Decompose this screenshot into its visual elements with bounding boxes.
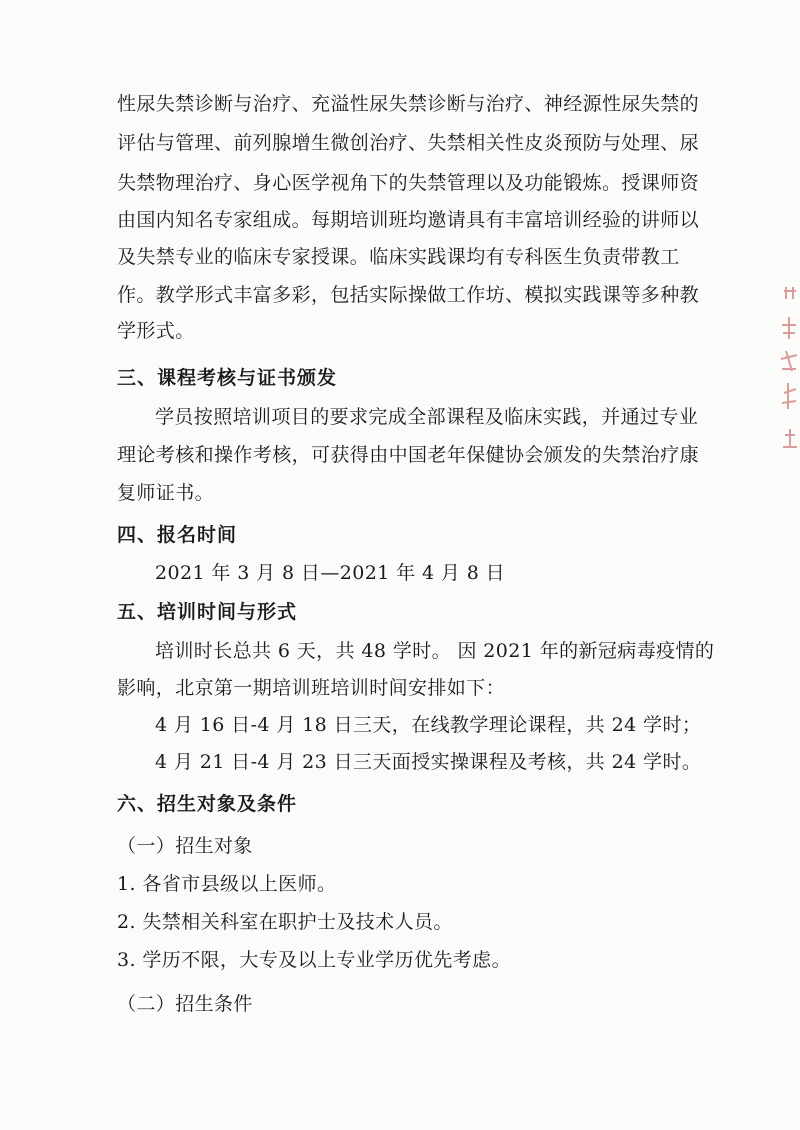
paragraph-line: 影响，北京第一期培训班培训时间安排如下： xyxy=(117,677,506,699)
paragraph-line: 性尿失禁诊断与治疗、充溢性尿失禁诊断与治疗、神经源性尿失禁的 xyxy=(117,93,700,115)
paragraph-line: 复师证书。 xyxy=(117,482,215,504)
section-heading: 六、招生对象及条件 xyxy=(117,793,298,815)
paragraph-line: 由国内知名专家组成。每期培训班均邀请具有丰富培训经验的讲师以 xyxy=(117,209,700,231)
section-heading: 五、培训时间与形式 xyxy=(117,601,298,623)
paragraph-line: 学形式。 xyxy=(117,320,195,342)
list-item: 2. 失禁相关科室在职护士及技术人员。 xyxy=(117,911,453,933)
section-heading: 三、课程考核与证书颁发 xyxy=(117,367,338,389)
schedule-item: 4 月 21 日-4 月 23 日三天面授实操课程及考核，共 24 学时。 xyxy=(155,751,702,773)
paragraph-line: 评估与管理、前列腺增生微创治疗、失禁相关性皮炎预防与处理、尿 xyxy=(117,132,700,154)
subsection-heading: （一）招生对象 xyxy=(117,835,253,857)
paragraph-line: 失禁物理治疗、身心医学视角下的失禁管理以及功能锻炼。授课师资 xyxy=(117,172,700,194)
section-heading: 四、报名时间 xyxy=(117,524,238,546)
registration-date-range: 2021 年 3 月 8 日—2021 年 4 月 8 日 xyxy=(155,562,506,584)
list-item: 3. 学历不限，大专及以上专业学历优先考虑。 xyxy=(117,949,511,971)
paragraph-line: 作。教学形式丰富多彩，包括实际操做工作坊、模拟实践课等多种教 xyxy=(117,284,700,306)
list-item: 1. 各省市县级以上医师。 xyxy=(117,873,337,895)
paragraph-line: 理论考核和操作考核，可获得由中国老年保健协会颁发的失禁治疗康 xyxy=(117,444,700,466)
seal-edge xyxy=(778,285,800,465)
schedule-item: 4 月 16 日-4 月 18 日三天，在线教学理论课程，共 24 学时； xyxy=(155,714,702,736)
paragraph-line: 及失禁专业的临床专家授课。临床实践课均有专科医生负责带教工 xyxy=(117,246,680,268)
subsection-heading: （二）招生条件 xyxy=(117,993,253,1015)
paragraph-line: 培训时长总共 6 天，共 48 学时。 因 2021 年的新冠病毒疫情的 xyxy=(155,640,715,662)
paragraph-line: 学员按照培训项目的要求完成全部课程及临床实践，并通过专业 xyxy=(155,406,699,428)
